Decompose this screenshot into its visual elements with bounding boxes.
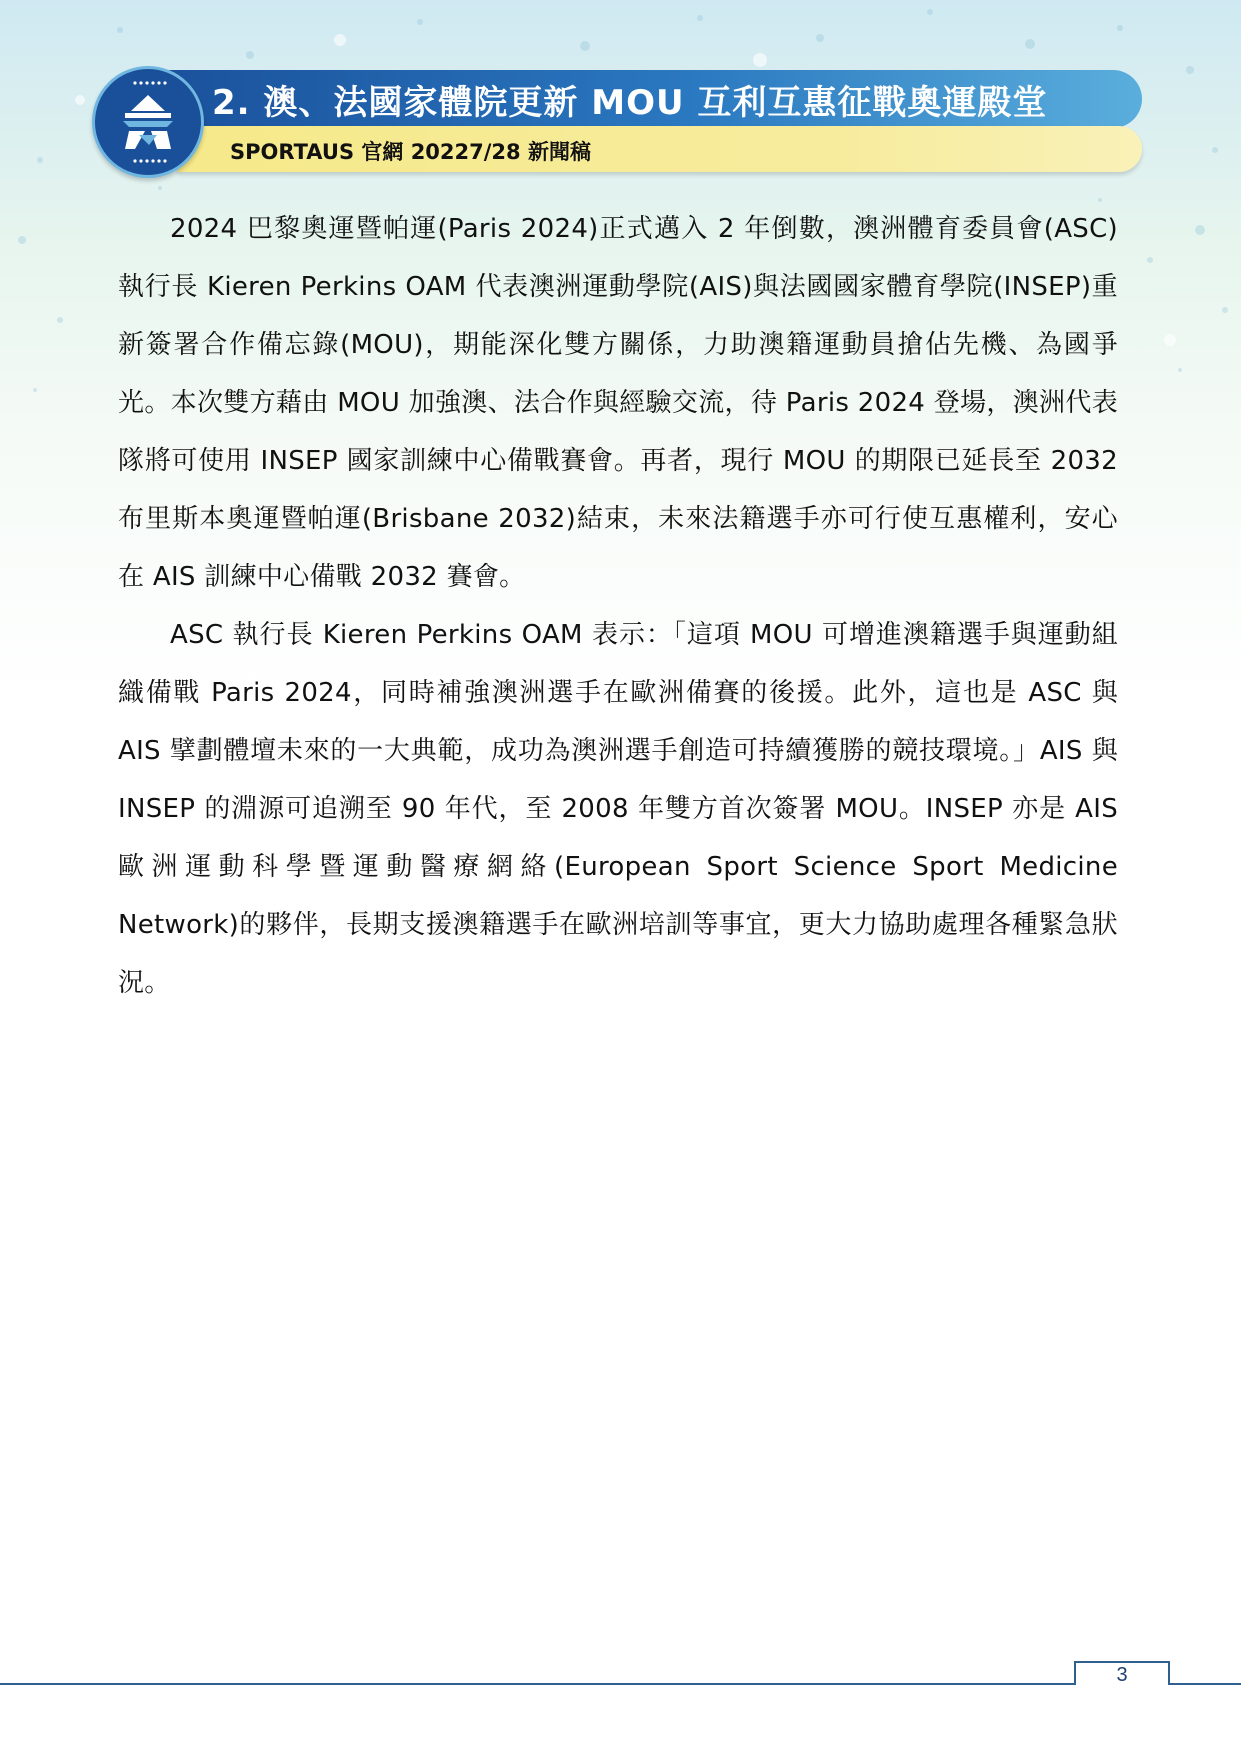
article-paragraph: ASC 執行長 Kieren Perkins OAM 表示：「這項 MOU 可增進澳籍選手與運動組織備戰 Paris 2024，同時補強澳洲選手在歐洲備賽的後援。此外，這也是 ASC 與 AIS 擘劃體壇未來的一大典範，成功為澳洲選手創造可持續獲勝的競技環境。」AIS 與 INSEP 的淵源可追溯至 90 年代，至 2008 年雙方首次簽署 MOU。INSEP 亦是 AIS 歐洲運動科學暨運動醫療網絡(European Sport Science Sport Medicine Network)的夥伴，長期支援澳籍選手在歐洲培訓等事宜，更大力協助處理各種緊急狀況。 [118,620,1118,998]
sports-emblem-icon [92,66,204,178]
article-paragraph: 2024 巴黎奧運暨帕運(Paris 2024)正式邁入 2 年倒數，澳洲體育委員會(ASC)執行長 Kieren Perkins OAM 代表澳洲運動學院(AIS)與法國國家體育學院(INSEP)重新簽署合作備忘錄(MOU)，期能深化雙方關係，力助澳籍運動員搶佔先機、為國爭光。本次雙方藉由 MOU 加強澳、法合作與經驗交流，待 Paris 2024 登場，澳洲代表隊將可使用 INSEP 國家訓練中心備戰賽會。再者，現行 MOU 的期限已延長至 2032 布里斯本奧運暨帕運(Brisbane 2032)結束，未來法籍選手亦可行使互惠權利，安心在 AIS 訓練中心備戰 2032 賽會。 [118,214,1118,592]
section-subtitle: SPORTAUS 官網 20227/28 新聞稿 [230,140,591,164]
footer-divider [0,1683,1241,1685]
page-number: 3 [1116,1664,1128,1686]
section-title: 2. 澳、法國家體院更新 MOU 互利互惠征戰奧運殿堂 [212,83,1048,123]
section-header-banner [92,66,1148,178]
emblem-graphic [95,69,201,175]
article-body [118,200,1118,1012]
